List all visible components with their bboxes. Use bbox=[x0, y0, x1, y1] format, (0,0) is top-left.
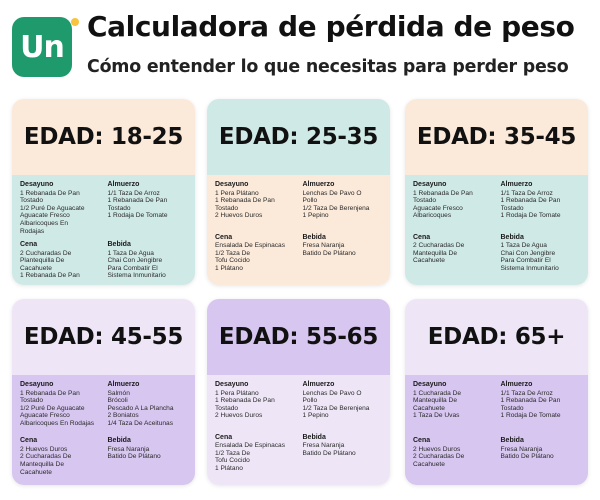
meal-item: Tostado bbox=[215, 204, 239, 212]
page-subtitle: Cómo entender lo que necesitas para perder peso bbox=[87, 57, 569, 77]
meal-item: 1 Rodaja De Tomate bbox=[500, 412, 561, 420]
meal-block bbox=[108, 437, 190, 481]
age-card-18-25 bbox=[12, 99, 195, 285]
page-title: Calculadora de pérdida de peso bbox=[87, 10, 575, 43]
meal-item: 1 Rebanada De Pan bbox=[20, 189, 80, 197]
meal-title: Almuerzo bbox=[107, 181, 140, 188]
meal-item: 2 Huevos Duros bbox=[215, 412, 263, 420]
meal-title: Almuerzo bbox=[500, 381, 533, 388]
meal-block bbox=[20, 181, 102, 236]
meal-item: 1 Rebanada De Pan bbox=[107, 197, 168, 205]
meal-item: 1 Rebanada De Pan bbox=[500, 397, 561, 405]
meal-item: 2 Huevos Duros bbox=[20, 445, 68, 453]
meal-item: Tostado bbox=[107, 204, 131, 212]
meal-item: Tostado bbox=[413, 197, 437, 205]
meal-block bbox=[303, 381, 385, 429]
meal-block bbox=[501, 437, 583, 481]
meal-plan bbox=[12, 175, 195, 285]
meal-item: 2 Huevos Duros bbox=[413, 445, 461, 453]
meal-item: Para Combatir El bbox=[500, 257, 551, 265]
meal-item: Fresa Naranja bbox=[302, 442, 345, 450]
meal-item: 1 Pepino bbox=[302, 412, 329, 420]
meal-block bbox=[501, 381, 583, 432]
age-card-55-65 bbox=[207, 299, 390, 485]
meal-block bbox=[501, 181, 583, 229]
meal-title: Desayuno bbox=[413, 381, 447, 388]
meal-item: 1/1 Taza De Arroz bbox=[500, 389, 553, 397]
age-label: EDAD: 18-25 bbox=[23, 124, 184, 150]
meal-item: Fresa Naranja bbox=[500, 445, 543, 453]
meal-item: 2 Cucharadas De bbox=[413, 453, 465, 461]
meal-item: 1 Cucharada De bbox=[413, 389, 462, 397]
meal-item: Cacahuete bbox=[413, 257, 445, 265]
meal-item: Sistema Inmunitario bbox=[500, 264, 559, 272]
meal-block bbox=[215, 234, 297, 282]
meal-block bbox=[108, 241, 190, 281]
meal-item: Albaricoques bbox=[413, 212, 452, 220]
meal-block bbox=[303, 181, 385, 229]
meal-item: 1/2 Taza De Berenjena bbox=[302, 204, 370, 212]
meal-item: Chai Con Jengibre bbox=[107, 257, 163, 265]
meal-item: Lenchas De Pavo O bbox=[302, 189, 362, 197]
meal-plan bbox=[207, 375, 390, 485]
logo-text: Un bbox=[20, 29, 64, 65]
meal-item: Tofu Cocido bbox=[215, 257, 250, 265]
meal-item: 1 Rebanada De Pan bbox=[413, 189, 473, 197]
meal-item: Tostado bbox=[20, 197, 44, 205]
meal-title: Desayuno bbox=[413, 181, 447, 188]
meal-item: Aguacate Fresco bbox=[20, 212, 70, 220]
meal-block bbox=[108, 381, 190, 432]
meal-title: Almuerzo bbox=[107, 381, 140, 388]
meal-item: Cacahuete bbox=[413, 461, 445, 469]
meal-item: Mantequilla De bbox=[20, 461, 64, 469]
meal-item: 1 Plátano bbox=[215, 464, 243, 472]
age-label: EDAD: 55-65 bbox=[218, 324, 379, 350]
meal-item: Chai Con Jengibre bbox=[500, 249, 556, 257]
meal-plan bbox=[405, 175, 588, 285]
meal-item: 2 Huevos Duros bbox=[215, 212, 263, 220]
meal-item: Salmón bbox=[107, 389, 130, 397]
meal-item: Batido De Plátano bbox=[500, 453, 554, 461]
age-card-65-plus bbox=[405, 299, 588, 485]
meal-item: 2 Cucharadas De bbox=[413, 242, 465, 250]
meal-item: Tostado bbox=[215, 404, 239, 412]
meal-item: Batido De Plátano bbox=[302, 249, 356, 257]
meal-item: Rodajas bbox=[20, 227, 45, 235]
meal-item: Pollo bbox=[302, 397, 318, 405]
meal-title: Cena bbox=[215, 433, 233, 441]
meal-title: Bebida bbox=[302, 433, 326, 441]
meal-item: 1/1 Taza De Arroz bbox=[107, 189, 160, 197]
meal-item: Lenchas De Pavo O bbox=[302, 389, 362, 397]
meal-item: Mantequilla De bbox=[413, 397, 457, 405]
meal-item: 1 Rebanada De Pan bbox=[215, 397, 275, 405]
age-card-45-55 bbox=[12, 299, 195, 485]
meal-title: Desayuno bbox=[215, 181, 249, 188]
age-label: EDAD: 45-55 bbox=[23, 324, 184, 350]
meal-block bbox=[413, 234, 495, 282]
meal-item: 2 Cucharadas De bbox=[20, 249, 72, 257]
meal-title: Bebida bbox=[302, 233, 326, 241]
meal-title: Almuerzo bbox=[500, 181, 533, 188]
meal-title: Desayuno bbox=[20, 181, 54, 188]
meal-item: Tostado bbox=[500, 404, 524, 412]
meal-item: Aguacate Fresco bbox=[20, 412, 70, 420]
age-card-header bbox=[12, 99, 195, 175]
age-card-header bbox=[12, 299, 195, 375]
age-label: EDAD: 25-35 bbox=[218, 124, 379, 150]
meal-block bbox=[20, 241, 102, 281]
meal-item: 1 Pepino bbox=[302, 212, 329, 220]
meal-item: 2 Cucharadas De bbox=[20, 453, 72, 461]
meal-item: 1/4 Taza De Aceitunas bbox=[107, 419, 173, 427]
meal-item: 1 Pera Plátano bbox=[215, 189, 259, 197]
meal-item: Aguacate Fresco bbox=[413, 204, 463, 212]
meal-block bbox=[413, 437, 495, 481]
meal-item: Cacahuete bbox=[20, 264, 52, 272]
meal-block bbox=[20, 381, 102, 432]
meal-item: 1 Taza De Uvas bbox=[413, 412, 460, 420]
meal-title: Cena bbox=[413, 233, 431, 241]
meal-item: Pollo bbox=[302, 197, 318, 205]
age-label: EDAD: 35-45 bbox=[416, 124, 577, 150]
meal-item: 1 Taza De Agua bbox=[500, 242, 547, 250]
meal-block bbox=[413, 381, 495, 432]
meal-title: Almuerzo bbox=[302, 381, 335, 388]
meal-item: 1/1 Taza De Arroz bbox=[500, 189, 553, 197]
meal-item: 1/2 Taza De bbox=[215, 449, 251, 457]
meal-item: Ensalada De Espinacas bbox=[215, 242, 286, 250]
meal-item: Brócoli bbox=[107, 397, 128, 405]
meal-item: Tofu Cocido bbox=[215, 457, 250, 465]
meal-item: 1 Rodaja De Tomate bbox=[500, 212, 561, 220]
meal-item: Batido De Plátano bbox=[107, 453, 161, 461]
meal-item: 1 Rebanada De Pan bbox=[500, 197, 561, 205]
meal-item: Plantequilla De bbox=[20, 257, 65, 265]
meal-plan bbox=[405, 375, 588, 485]
meal-item: 1/2 Puré De Aguacate bbox=[20, 404, 85, 412]
meal-title: Bebida bbox=[107, 437, 131, 445]
meal-item: 1 Rebanada De Pan bbox=[20, 389, 80, 397]
meal-item: Pescado A La Plancha bbox=[107, 404, 174, 412]
meal-title: Cena bbox=[413, 437, 431, 445]
meal-title: Bebida bbox=[107, 241, 131, 249]
meal-title: Cena bbox=[215, 233, 233, 241]
meal-item: 1 Plátano bbox=[215, 264, 243, 272]
meal-title: Desayuno bbox=[20, 381, 54, 388]
meal-item: 1/2 Taza De bbox=[215, 249, 251, 257]
meal-block bbox=[215, 381, 297, 429]
age-card-header bbox=[405, 299, 588, 375]
meal-item: 1 Rebanada De Pan bbox=[20, 272, 80, 280]
meal-item: Tostado bbox=[20, 397, 44, 405]
age-card-35-45 bbox=[405, 99, 588, 285]
age-label: EDAD: 65+ bbox=[427, 324, 566, 350]
meal-item: 1/2 Puré De Aguacate bbox=[20, 204, 85, 212]
meal-item: 1 Pera Plátano bbox=[215, 389, 259, 397]
meal-item: Cacahuete bbox=[413, 404, 445, 412]
age-card-25-35 bbox=[207, 99, 390, 285]
meal-item: Tostado bbox=[500, 204, 524, 212]
meal-block bbox=[303, 234, 385, 282]
meal-item: 1 Taza De Agua bbox=[107, 249, 154, 257]
meal-item: Cacahuete bbox=[20, 468, 52, 476]
meal-item: 1/2 Taza De Berenjena bbox=[302, 404, 370, 412]
meal-item: Ensalada De Espinacas bbox=[215, 442, 286, 450]
meal-item: Para Combatir El bbox=[107, 264, 158, 272]
meal-title: Desayuno bbox=[215, 381, 249, 388]
meal-title: Almuerzo bbox=[302, 181, 335, 188]
meal-block bbox=[215, 181, 297, 229]
meal-title: Cena bbox=[20, 437, 38, 445]
meal-block bbox=[20, 437, 102, 481]
meal-title: Cena bbox=[20, 241, 38, 249]
meal-item: Albaricoques En bbox=[20, 219, 69, 227]
meal-block bbox=[501, 234, 583, 282]
meal-item: 1 Rebanada De Pan bbox=[215, 197, 275, 205]
age-card-header bbox=[207, 299, 390, 375]
meal-item: Fresa Naranja bbox=[107, 445, 150, 453]
meal-title: Bebida bbox=[500, 233, 524, 241]
meal-item: 1 Rodaja De Tomate bbox=[107, 212, 168, 220]
meal-item: Fresa Naranja bbox=[302, 242, 345, 250]
age-card-header bbox=[405, 99, 588, 175]
meal-item: Sistema Inmunitario bbox=[107, 272, 166, 280]
meal-plan bbox=[12, 375, 195, 485]
meal-block bbox=[413, 181, 495, 229]
age-card-header bbox=[207, 99, 390, 175]
meal-item: Albaricoques En Rodajas bbox=[20, 419, 95, 427]
meal-item: Mantequilla De bbox=[413, 249, 457, 257]
meal-plan bbox=[207, 175, 390, 285]
meal-item: Batido De Plátano bbox=[302, 449, 356, 457]
meal-block bbox=[108, 181, 190, 236]
meal-block bbox=[303, 434, 385, 482]
meal-block bbox=[215, 434, 297, 482]
meal-item: 2 Boniatos bbox=[107, 412, 139, 420]
meal-title: Bebida bbox=[500, 437, 524, 445]
